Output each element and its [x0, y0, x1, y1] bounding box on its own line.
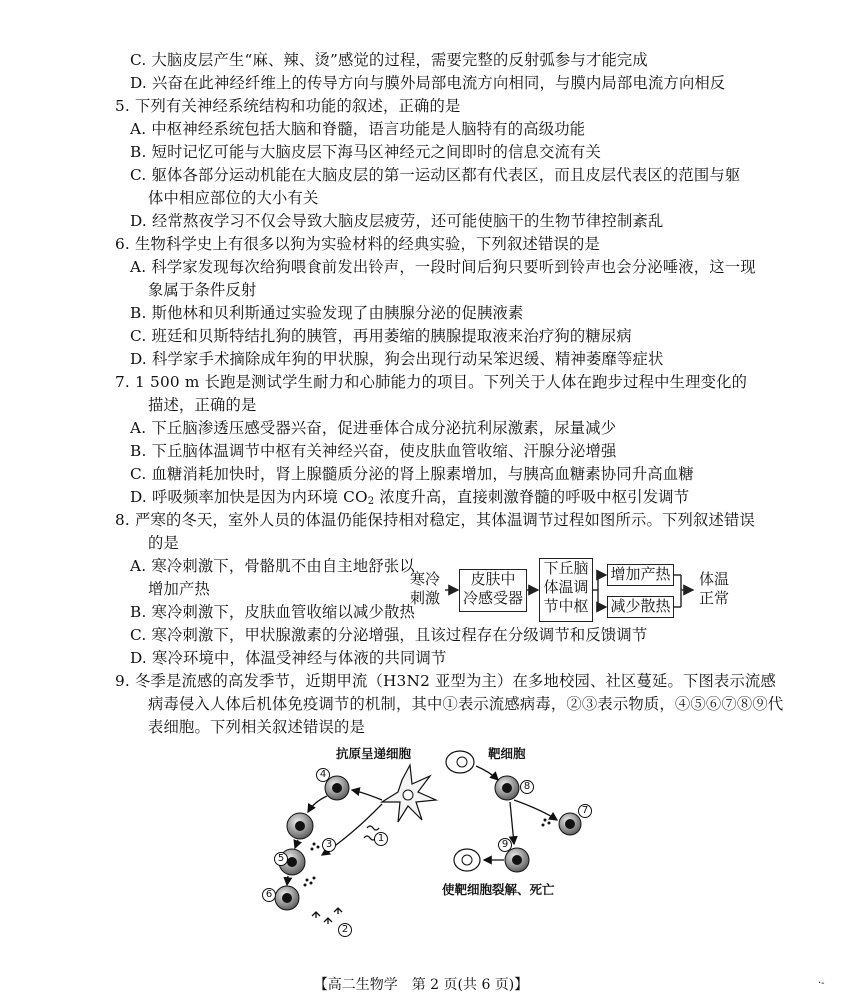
q6-option-a-line2: 象属于条件反射: [148, 281, 257, 299]
immune-figure-drawing: [252, 740, 592, 935]
flow-heat-production-box: [607, 564, 674, 586]
page-footer: 【高二生物学 第 2 页(共 6 页)】: [313, 977, 529, 993]
q6-option-c: C. 班廷和贝斯特结扎狗的胰管，再用萎缩的胰腺提取液来治疗狗的糖尿病: [130, 327, 632, 345]
q9-stem-line1: 9. 冬季是流感的高发季节，近期甲流（H3N2 亚型为主）在多地校园、社区蔓延。下图表示流感: [115, 672, 776, 690]
q7-option-d-subscript: 2: [367, 496, 375, 507]
flow-center-line1: 下丘脑: [543, 559, 589, 577]
q8-stem-line1: 8. 严寒的冬天，室外人员的体温仍能保持相对稳定，其体温调节过程如图所示。下列叙述错误: [115, 511, 755, 529]
q7-option-c: C. 血糖消耗加快时，肾上腺髓质分泌的肾上腺素增加，与胰高血糖素协同升高血糖: [130, 465, 694, 483]
q7-option-d-pre: D. 呼吸频率加快是因为内环境 CO: [130, 488, 368, 506]
flow-receptor-line2: 冷感受器: [462, 589, 523, 607]
flow-center-box: [539, 558, 593, 622]
thermoregulation-flow-diagram: [405, 556, 735, 624]
q5-option-d: D. 经常熬夜学习不仅会导致大脑皮层疲劳，还可能使脑干的生物节律控制紊乱: [130, 212, 664, 230]
q5-option-c-line1: C. 躯体各部分运动机能在大脑皮层的第一运动区都有代表区，而且皮层代表区的范围与躯: [130, 166, 741, 184]
q6-option-d: D. 科学家手术摘除成年狗的甲状腺，狗会出现行动呆笨迟缓、精神萎靡等症状: [130, 350, 664, 368]
flow-center-line3: 节中枢: [543, 597, 589, 615]
flow-stimulus: [405, 570, 445, 608]
q6-option-b: B. 斯他林和贝利斯通过实验发现了由胰腺分泌的促胰液素: [130, 304, 524, 322]
target-cell-label: 靶细胞: [488, 746, 526, 761]
marker-2: 2: [338, 923, 352, 937]
q7-stem-line1: 7. 1 500 m 长跑是测试学生耐力和心肺能力的项目。下列关于人体在跑步过程中生理变化的: [115, 373, 748, 391]
q8-option-d: D. 寒冷环境中，体温受神经与体液的共同调节: [130, 649, 447, 667]
marker-6: 6: [262, 888, 276, 902]
q7-option-b: B. 下丘脑体温调节中枢有关神经兴奋，使皮肤血管收缩、汗腺分泌增强: [130, 442, 617, 460]
q6-option-a-line1: A. 科学家发现每次给狗喂食前发出铃声，一段时间后狗只要听到铃声也会分泌唾液，这一现: [130, 258, 756, 276]
q9-stem-line2: 病毒侵入人体后机体免疫调节的机制，其中①表示流感病毒，②③表示物质，④⑤⑥⑦⑧⑨代: [148, 695, 784, 713]
flow-receptor-box: [459, 569, 527, 612]
q8-option-a-line2: 增加产热: [148, 580, 210, 598]
flow-heat-loss-label: 减少散热: [610, 597, 671, 615]
q7-stem-line2: 描述，正确的是: [148, 396, 257, 414]
q7-option-a: A. 下丘脑渗透压感受器兴奋，促进垂体合成分泌抗利尿激素，尿量减少: [130, 419, 617, 437]
flow-result-line1: 体温: [698, 570, 729, 588]
q4-option-c: C. 大脑皮层产生“麻、辣、烫”感觉的过程，需要完整的反射弧参与才能完成: [130, 51, 648, 69]
q5-option-a: A. 中枢神经系统包括大脑和脊髓，语言功能是人脑特有的高级功能: [130, 120, 586, 138]
marker-1: 1: [374, 832, 388, 846]
q5-stem: 5. 下列有关神经系统结构和功能的叙述，正确的是: [115, 97, 461, 115]
marker-3: 3: [322, 838, 336, 852]
q6-stem: 6. 生物科学史上有很多以狗为实验材料的经典实验，下列叙述错误的是: [115, 235, 600, 253]
q7-option-d-post: 浓度升高，直接刺激脊髓的呼吸中枢引发调节: [374, 488, 690, 506]
marker-4: 4: [316, 768, 330, 782]
flow-receptor-line1: 皮肤中: [470, 570, 516, 588]
q8-stem-line2: 的是: [148, 534, 179, 552]
q5-option-c-line2: 体中相应部位的大小有关: [148, 189, 319, 207]
flow-heat-loss-box: [607, 596, 674, 618]
flow-center-line2: 体温调: [543, 578, 589, 596]
flow-result-line2: 正常: [698, 589, 729, 607]
marker-8: 8: [520, 780, 534, 794]
marker-5: 5: [274, 852, 288, 866]
flow-stimulus-line1: 寒冷: [409, 570, 440, 588]
apc-label: 抗原呈递细胞: [336, 746, 412, 761]
marker-9: 9: [498, 838, 512, 852]
flow-result: [695, 570, 733, 608]
marker-7: 7: [578, 804, 592, 818]
q8-option-c: C. 寒冷刺激下，甲状腺激素的分泌增强，且该过程存在分级调节和反馈调节: [130, 626, 648, 644]
flow-heat-production-label: 增加产热: [610, 565, 671, 583]
flow-stimulus-line2: 刺激: [409, 589, 440, 607]
lysis-label: 使靶细胞裂解、死亡: [442, 882, 555, 897]
q5-option-b: B. 短时记忆可能与大脑皮层下海马区神经元之间即时的信息交流有关: [130, 143, 601, 161]
q9-stem-line3: 表细胞。下列相关叙述错误的是: [148, 718, 365, 736]
q7-option-d: [130, 487, 689, 512]
q4-option-d: D. 兴奋在此神经纤维上的传导方向与膜外局部电流方向相同，与膜内局部电流方向相反: [130, 74, 726, 92]
immune-response-figure: [252, 740, 592, 935]
corner-mark: ·-: [818, 978, 825, 989]
q8-option-a-line1: A. 寒冷刺激下，骨骼肌不由自主地舒张以: [130, 557, 415, 575]
q8-option-b: B. 寒冷刺激下，皮肤血管收缩以减少散热: [130, 603, 416, 621]
